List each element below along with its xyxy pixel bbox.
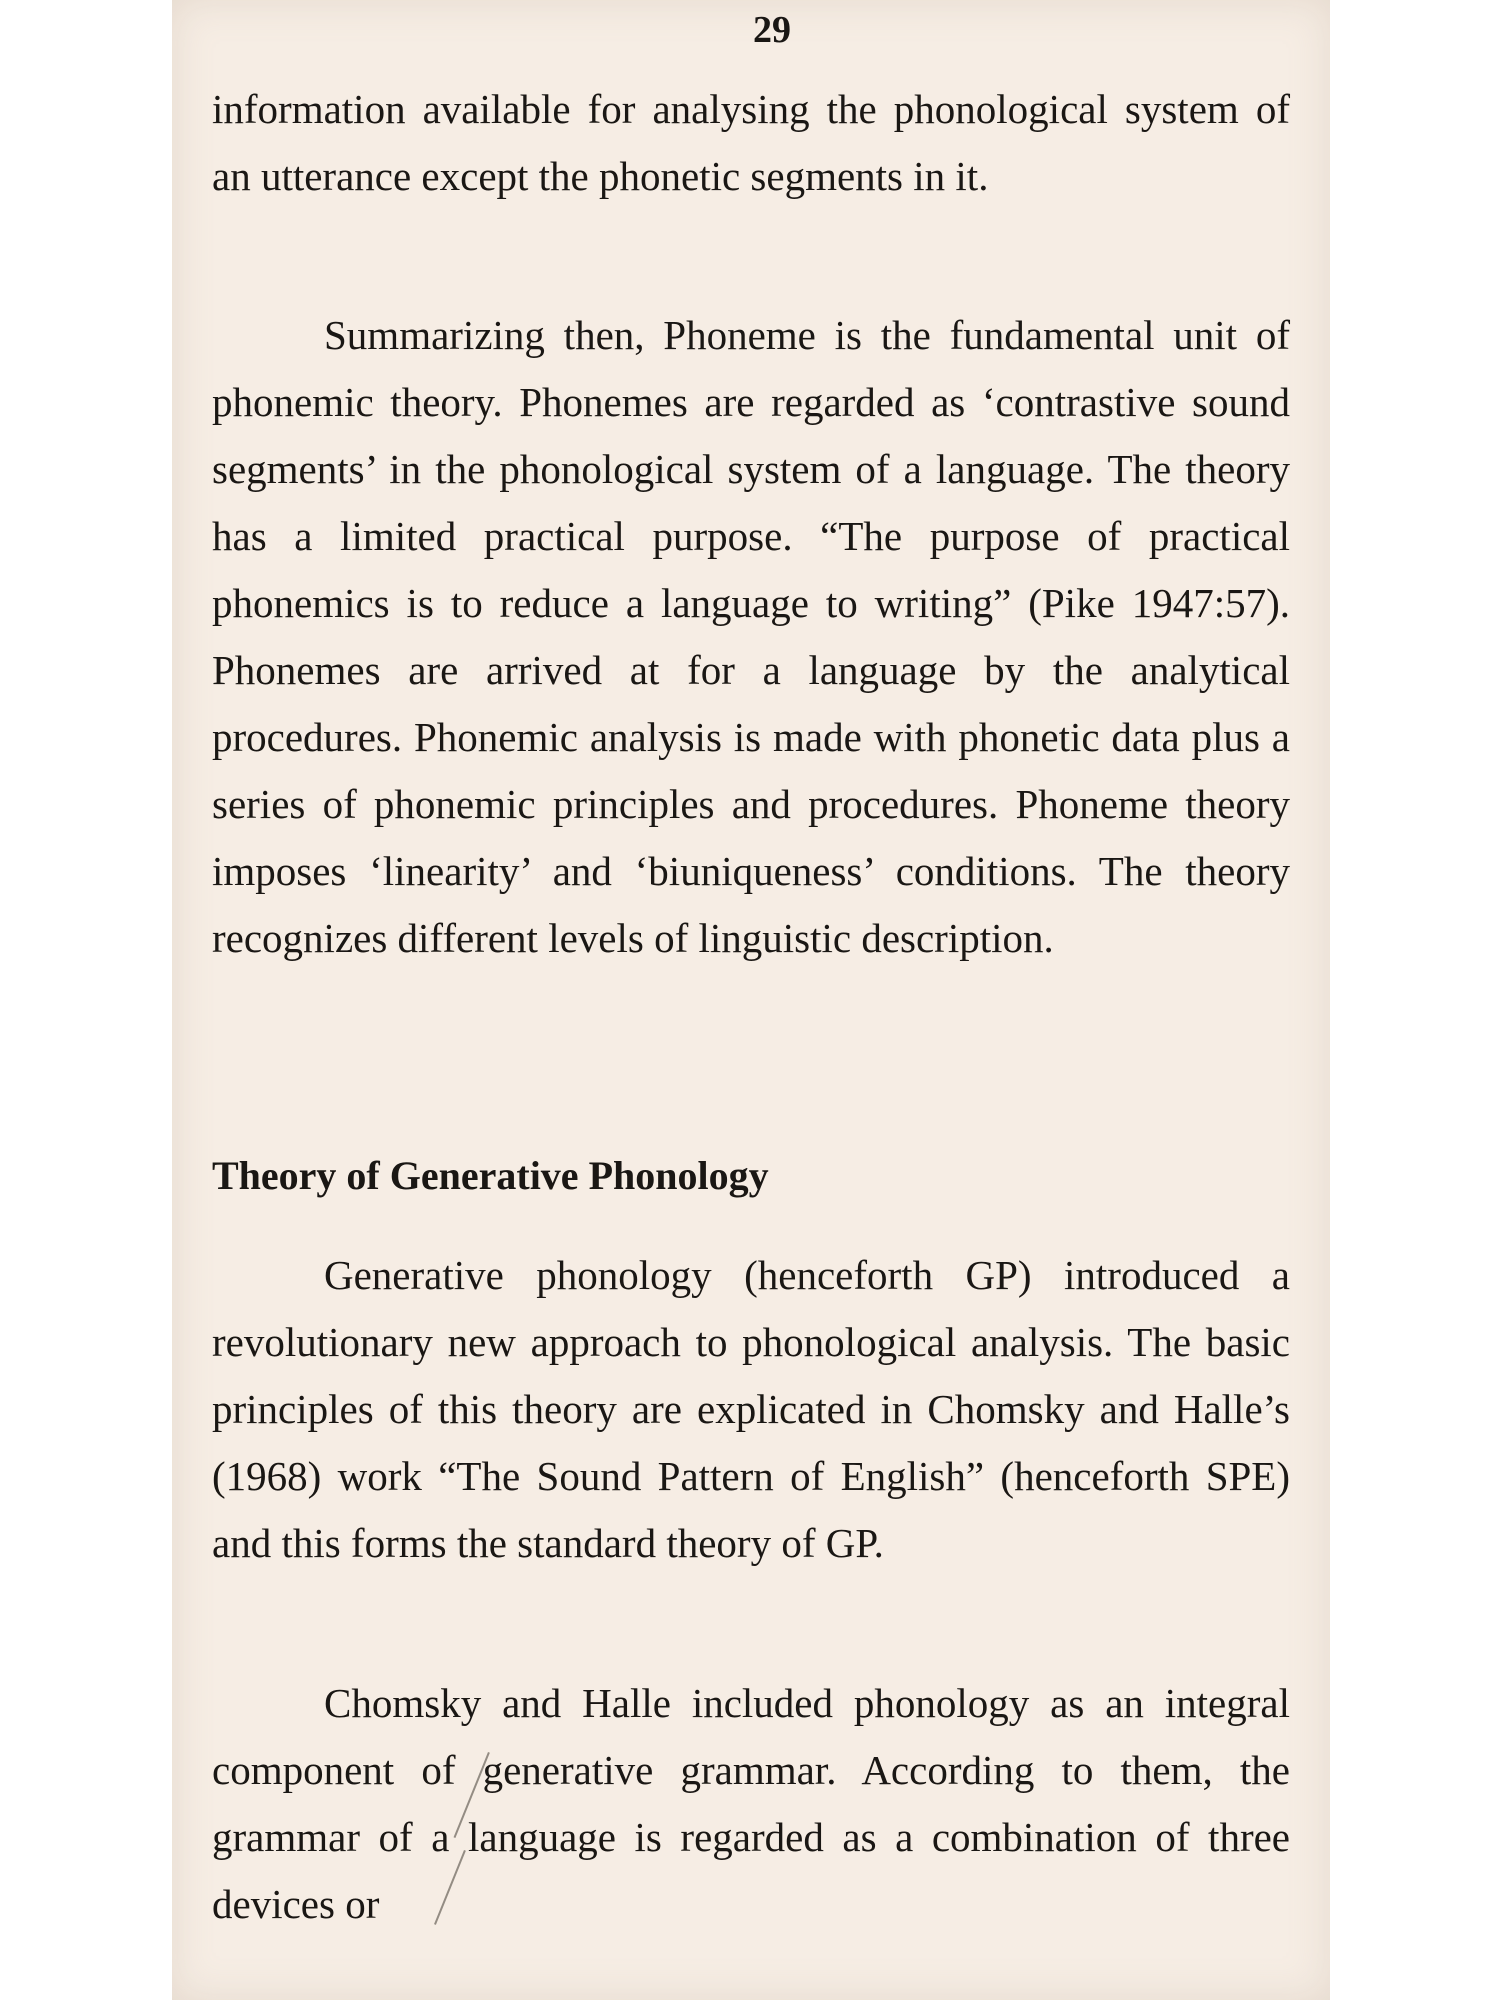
paragraph-summary: Summarizing then, Phoneme is the fundamental unit of phonemic theory. Phonemes are regarded as ‘contrastive sound segments’ in the phonological system of a language. The theory has a limited practical purpose. “The purpose of practical phonemics is to reduce a language to writing” (Pike 1947:57). Phonemes are arrived at for a language by the analytical procedures. Phonemic analysis is made with phonetic data plus a series of phonemic principles and procedures. Phoneme theory imposes ‘linearity’ and ‘biuniqueness’ conditions. The theory recognizes different levels of linguistic description. (212, 312, 1290, 961)
page-number: 29 (753, 9, 791, 51)
paragraph-generative-phonology: Generative phonology (henceforth GP) introduced a revolutionary new approach to phonological analysis. The basic principles of this theory are explicated in Chomsky and Halle’s (1968) work “The Sound Pattern of English” (henceforth SPE) and this forms the standard theory of GP. (212, 1252, 1290, 1566)
section-heading: Theory of Generative Phonology (212, 1153, 769, 1198)
paragraph-chomsky-halle: Chomsky and Halle included phonology as an integral component of generative grammar. According to them, the grammar of a language is regarded as a combination of three devices or (212, 1680, 1290, 1927)
book-page (172, 0, 1330, 2000)
paragraph-continuation: information available for analysing the phonological system of an utterance except the phonetic segments in it. (212, 86, 1290, 199)
